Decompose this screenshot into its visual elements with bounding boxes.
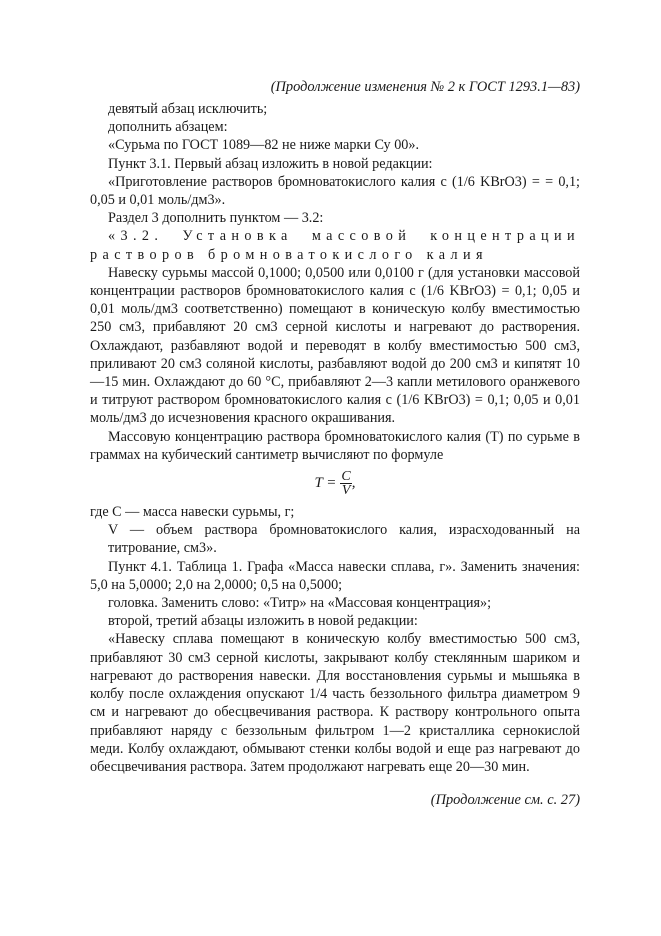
formula-lhs: T =: [314, 474, 337, 491]
paragraph-alloy: «Навеску сплава помещают в коническую колбу вместимостью 500 см3, прибавляют 30 см3 серной кислоты, закрывают колбу стеклянным шариком и нагревают до растворения навески. Для восстановления сурьмы и мышьяка в колбу после охлаждения опускают 1/4 часть беззольного фильтра диаметром 9 см и нагревают до обесцвечивания раствора. К раствору контрольного опыта прибавляют наряду с беззольным фильтром 1—2 кристаллика сернокислой меди. Колбу охлаждают, обмывают стенки колбы водой и еще раз нагревают до обесцвечивания раствора. Затем продолжают нагревать еще 20—30 мин.: [90, 631, 580, 775]
formula: [90, 467, 580, 499]
paragraph-where-v: V — объем раствора бромноватокислого калия, израсходованный на титрование, см3».: [108, 522, 580, 557]
paragraph-1: девятый абзац исключить;: [108, 101, 268, 117]
paragraph-2: дополнить абзацем:: [108, 119, 228, 136]
paragraph-5: «Приготовление растворов бромноватокислого калия с (1/6 KBrO3) = = 0,1; 0,05 и 0,01 моль/дм3».: [90, 173, 580, 209]
paragraph-formula-intro: Массовую концентрацию раствора бромноватокислого калия (T) по сурьме в граммах на кубический сантиметр вычисляют по формуле: [90, 428, 580, 463]
formula-denominator: V: [341, 482, 351, 498]
paragraph-second-third: второй, третий абзацы изложить в новой редакции:: [108, 613, 418, 630]
document-body: [90, 100, 580, 776]
formula-tail: ,: [351, 474, 356, 491]
paragraph-4: Пункт 3.1. Первый абзац изложить в новой редакции:: [108, 155, 433, 172]
formula-numerator: C: [341, 468, 351, 484]
paragraph-head: головка. Заменить слово: «Титр» на «Массовая концентрация»;: [108, 595, 492, 612]
page-footer: (Продолжение см. с. 27): [430, 792, 580, 808]
paragraph-6: Раздел 3 дополнить пунктом — 3.2:: [108, 210, 324, 227]
page-header: (Продолжение изменения № 2 к ГОСТ 1293.1—83): [270, 79, 580, 95]
paragraph-4-1: Пункт 4.1. Таблица 1. Графа «Масса навески сплава, г». Заменить значения: 5,0 на 5,0000; 2,0 на 2,0000; 0,5 на 0,5000;: [90, 558, 580, 593]
paragraph-3: «Сурьма по ГОСТ 1089—82 не ниже марки Су 00».: [108, 137, 420, 154]
section-heading: «3.2. Установка массовой концентрации растворов бромноватокислого калия: [90, 228, 580, 263]
paragraph-where: где C — масса навески сурьмы, г;: [90, 504, 295, 521]
paragraph-procedure: Навеску сурьмы массой 0,1000; 0,0500 или 0,0100 г (для установки массовой концентрации растворов бромноватокислого калия с (1/6 KBrO3) = 0,1; 0,05 и 0,01 моль/дм3 соответственно) помещают в коническую колбу вместимостью 250 см3, прибавляют 20 см3 серной кислоты и нагревают до растворения. Охлаждают, разбавляют водой и переводят в колбу вместимостью 500 см3, приливают 20 см3 соляной кислоты, разбавляют водой до 200 см3 и кипятят 10—15 мин. Охлаждают до 60 °С, прибавляют 2—3 капли метилового оранжевого и титруют раствором бромноватокислого калия с (1/6 KBrO3) = 0,1; 0,05 и 0,01 моль/дм3 до исчезновения красного окрашивания.: [90, 264, 580, 427]
formula-fraction: [340, 470, 351, 497]
